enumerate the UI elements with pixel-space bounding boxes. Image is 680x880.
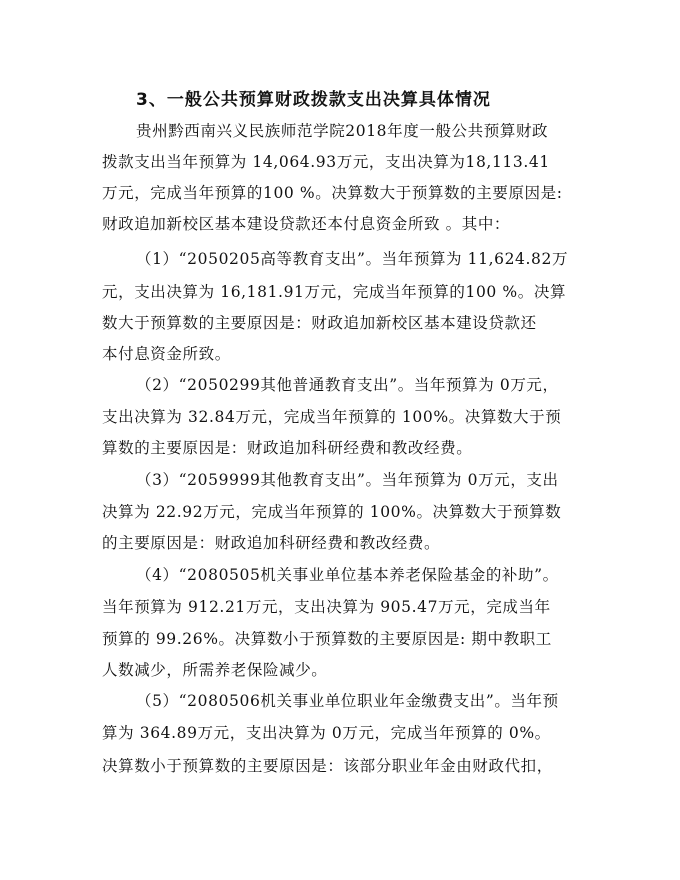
paragraph-line: 财政追加新校区基本建设贷款还本付息资金所致 。其中： <box>102 215 511 233</box>
section-heading: 3、一般公共预算财政拨款支出决算具体情况 <box>136 90 491 110</box>
paragraph-line: 预算的 99.26%。决算数小于预算数的主要原因是: 期中教职工 <box>102 630 552 648</box>
paragraph-line: 人数减少，所需养老保险减少。 <box>102 661 328 679</box>
paragraph-line: 万元，完成当年预算的100 %。决算数大于预算数的主要原因是: <box>102 184 563 202</box>
paragraph-line: 当年预算为 912.21万元，支出决算为 905.47万元，完成当年 <box>102 598 551 616</box>
paragraph-line: 元，支出决算为 16,181.91万元，完成当年预算的100 %。决算 <box>102 283 567 301</box>
paragraph-line: 拨款支出当年预算为 14,064.93万元，支出决算为18,113.41 <box>102 153 550 171</box>
paragraph-line: 的主要原因是：财政追加科研经费和教改经费。 <box>102 534 441 552</box>
paragraph-line: 决算为 22.92万元，完成当年预算的 100%。决算数大于预算数 <box>102 503 562 521</box>
paragraph-line: 算为 364.89万元，支出决算为 0万元，完成当年预算的 0%。 <box>102 724 551 742</box>
paragraph-line: （5）“2080506机关事业单位职业年金缴费支出”。当年预 <box>136 692 559 710</box>
paragraph-line: （4）“2080505机关事业单位基本养老保险基金的补助”。 <box>136 566 559 584</box>
paragraph-line: 贵州黔西南兴义民族师范学院2018年度一般公共预算财政 <box>136 122 549 140</box>
paragraph-line: 数大于预算数的主要原因是：财政追加新校区基本建设贷款还 <box>102 314 537 332</box>
paragraph-line: 决算数小于预算数的主要原因是：该部分职业年金由财政代扣， <box>102 757 553 775</box>
paragraph-line: （2）“2050299其他普通教育支出”。当年预算为 0万元， <box>136 376 559 394</box>
paragraph-line: （1）“2050205高等教育支出”。当年预算为 11,624.82万 <box>136 250 569 268</box>
paragraph-line: （3）“2059999其他教育支出”。当年预算为 0万元，支出 <box>136 471 559 489</box>
paragraph-line: 本付息资金所致。 <box>102 345 231 363</box>
paragraph-line: 支出决算为 32.84万元，完成当年预算的 100%。决算数大于预 <box>102 408 562 426</box>
paragraph-line: 算数的主要原因是：财政追加科研经费和教改经费。 <box>102 439 473 457</box>
